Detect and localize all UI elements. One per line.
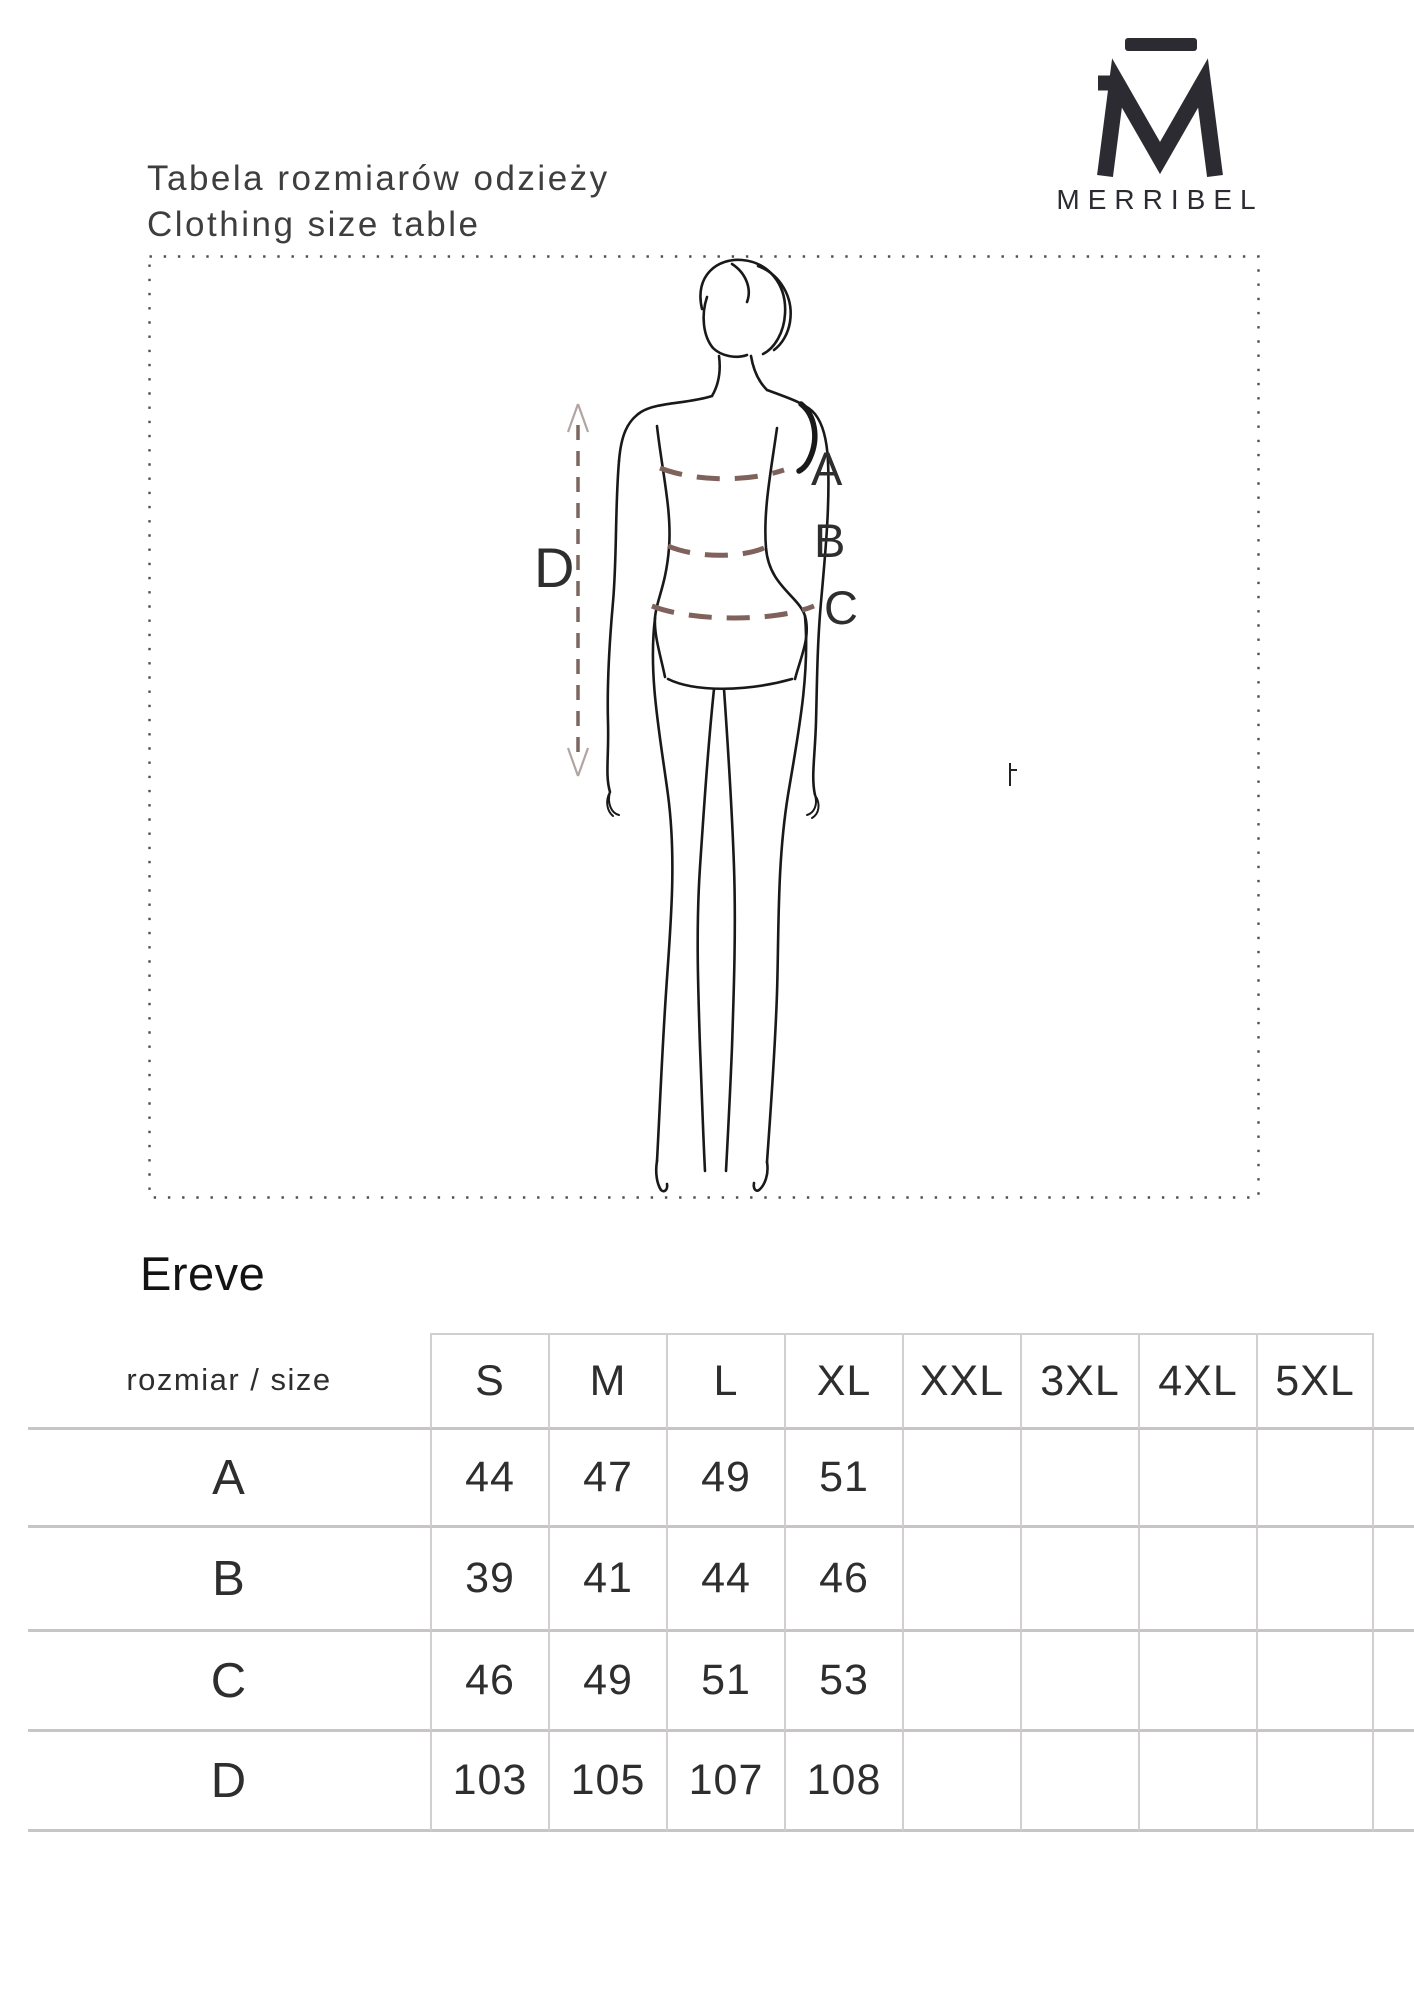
cell-d-s: 103 [430,1732,548,1832]
cell-c-3xl [1020,1632,1138,1732]
title-line-pl: Tabela rozmiarów odzieży [147,159,610,198]
cell-d-xl: 108 [784,1732,902,1832]
cell-b-xl: 46 [784,1528,902,1632]
col-header-3xl: 3XL [1020,1333,1138,1430]
row-label-d: D [28,1732,430,1832]
cell-c-l: 51 [666,1632,784,1732]
cell-c-5xl [1256,1632,1374,1732]
label-a: A [811,442,843,495]
row-label-a: A [28,1430,430,1528]
cell-b-4xl [1138,1528,1256,1632]
page-title [147,156,610,248]
bust-measure-line [660,468,784,479]
cell-a-s: 44 [430,1430,548,1528]
cell-a-4xl [1138,1430,1256,1528]
label-d: D [534,536,575,599]
cell-b-xxl [902,1528,1020,1632]
cell-d-l: 107 [666,1732,784,1832]
col-header-4xl: 4XL [1138,1333,1256,1430]
cell-c-m: 49 [548,1632,666,1732]
col-header-s: S [430,1333,548,1430]
cell-a-m: 47 [548,1430,666,1528]
filler-cell [1374,1732,1414,1832]
col-header-m: M [548,1333,666,1430]
measurement-diagram [148,255,1260,1199]
merribel-wordmark: MERRIBEL [1056,184,1264,215]
cell-b-s: 39 [430,1528,548,1632]
col-header-5xl: 5XL [1256,1333,1374,1430]
cell-d-3xl [1020,1732,1138,1832]
filler-cell [1374,1632,1414,1732]
filler-cell [1374,1528,1414,1632]
col-header-xxl: XXL [902,1333,1020,1430]
cell-c-4xl [1138,1632,1256,1732]
cell-d-5xl [1256,1732,1374,1832]
size-table [28,1333,1414,1832]
brand-logo [1040,30,1280,216]
filler-cell [1374,1333,1414,1430]
cell-b-l: 44 [666,1528,784,1632]
cell-a-xl: 51 [784,1430,902,1528]
title-line-en: Clothing size table [147,205,481,244]
filler-cell [1374,1430,1414,1528]
cell-c-xxl [902,1632,1020,1732]
cell-a-3xl [1020,1430,1138,1528]
cell-a-5xl [1256,1430,1374,1528]
cell-b-m: 41 [548,1528,666,1632]
label-b: B [814,514,846,567]
merribel-m-icon [1090,30,1230,182]
hip-measure-line [652,606,814,618]
cell-a-xxl [902,1430,1020,1528]
cell-d-4xl [1138,1732,1256,1832]
row-label-b: B [28,1528,430,1632]
croquis-figure [607,260,828,1191]
figure-sketch [148,255,1260,1199]
waist-measure-line [668,546,764,555]
row-label-c: C [28,1632,430,1732]
cell-b-3xl [1020,1528,1138,1632]
cell-c-xl: 53 [784,1632,902,1732]
col-header-l: L [666,1333,784,1430]
cell-a-l: 49 [666,1430,784,1528]
cell-d-m: 105 [548,1732,666,1832]
size-table-row-header: rozmiar / size [28,1333,430,1430]
cell-b-5xl [1256,1528,1374,1632]
product-name: Ereve [140,1247,266,1300]
cell-c-s: 46 [430,1632,548,1732]
label-c: C [824,581,858,634]
stray-mark [1010,763,1017,786]
cell-d-xxl [902,1732,1020,1832]
col-header-xl: XL [784,1333,902,1430]
